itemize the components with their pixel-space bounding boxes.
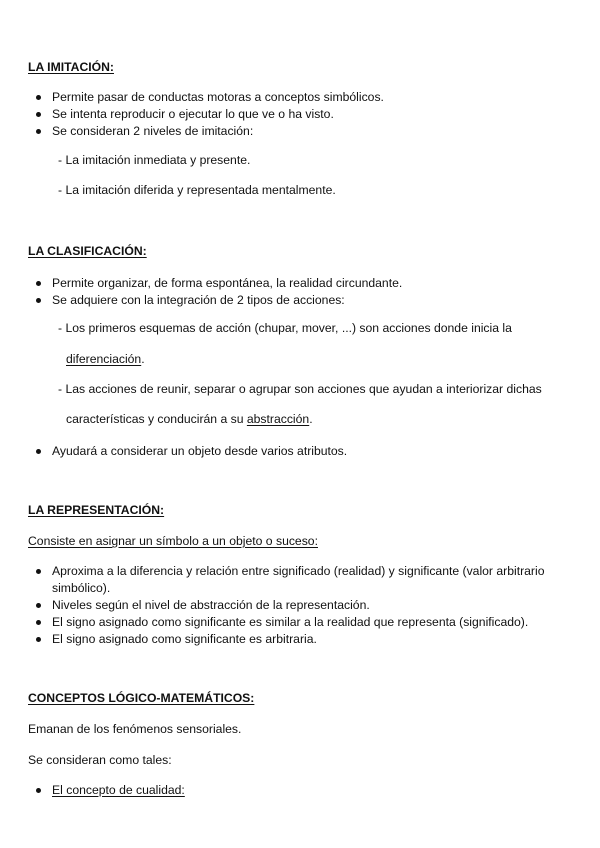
heading-imitacion: LA IMITACIÓN:	[28, 60, 114, 74]
term-abstraccion: abstracción	[246, 412, 310, 426]
sub-item: - La imitación inmediata y presente.	[58, 153, 251, 167]
list-item: Permite organizar, de forma espontánea, la realidad circundante.	[52, 276, 403, 290]
list-item: Se adquiere con la integración de 2 tipos de acciones:	[52, 293, 345, 307]
punctuation: .	[141, 352, 145, 366]
bullet-dot	[36, 449, 41, 454]
heading-representacion: LA REPRESENTACIÓN:	[28, 503, 165, 517]
heading-clasificacion: LA CLASIFICACIÓN:	[28, 244, 147, 258]
bullet-dot	[36, 281, 41, 286]
list-item: El signo asignado como significante es arbitraria.	[52, 632, 317, 646]
list-item: Ayudará a considerar un objeto desde varios atributos.	[52, 444, 348, 458]
list-item: Permite pasar de conductas motoras a conceptos simbólicos.	[52, 90, 384, 104]
intro-text: Consiste en asignar un símbolo a un objeto o suceso:	[28, 534, 318, 548]
list-item: Se consideran 2 niveles de imitación:	[52, 124, 254, 138]
list-item: El signo asignado como significante es similar a la realidad que representa (significado).	[52, 615, 529, 629]
bullet-dot	[36, 112, 41, 117]
list-item-continuation: simbólico).	[52, 581, 111, 595]
bullet-dot	[36, 298, 41, 303]
bullet-dot	[36, 788, 41, 793]
list-item: Aproxima a la diferencia y relación entre significado (realidad) y significante (valor arbitrario	[52, 564, 545, 578]
term-diferenciacion: diferenciación	[66, 352, 142, 366]
paragraph: Emanan de los fenómenos sensoriales.	[28, 722, 242, 736]
heading-conceptos: CONCEPTOS LÓGICO-MATEMÁTICOS:	[28, 691, 255, 705]
sub-item-continuation	[66, 413, 313, 425]
sub-item: - La imitación diferida y representada mentalmente.	[58, 183, 336, 197]
bullet-dot	[36, 95, 41, 100]
bullet-dot	[36, 637, 41, 642]
text-run: características y conducirán a su	[66, 412, 247, 426]
paragraph: Se consideran como tales:	[28, 753, 172, 767]
list-item: El concepto de cualidad:	[52, 783, 185, 797]
punctuation: .	[309, 412, 313, 426]
sub-item-continuation	[66, 353, 145, 365]
bullet-dot	[36, 129, 41, 134]
list-item: Niveles según el nivel de abstracción de la representación.	[52, 598, 370, 612]
bullet-dot	[36, 620, 41, 625]
bullet-dot	[36, 603, 41, 608]
list-item: Se intenta reproducir o ejecutar lo que ve o ha visto.	[52, 107, 334, 121]
sub-item: - Las acciones de reunir, separar o agrupar son acciones que ayudan a interiorizar dichas	[58, 382, 542, 396]
bullet-dot	[36, 569, 41, 574]
sub-item: - Los primeros esquemas de acción (chupar, mover, ...) son acciones donde inicia la	[58, 321, 512, 335]
